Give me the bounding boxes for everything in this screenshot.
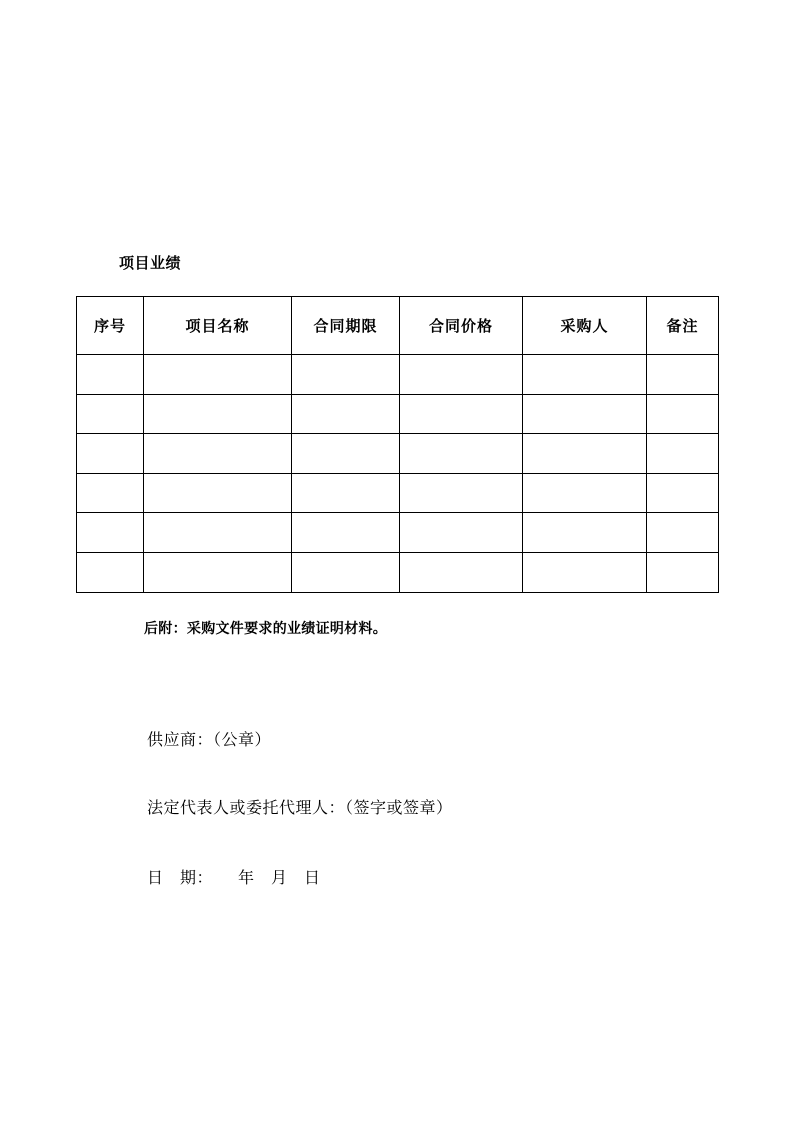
table-cell — [144, 355, 292, 395]
table-cell — [647, 394, 719, 434]
date-line: 日 期： 年 月 日 — [147, 870, 321, 887]
column-header-contract-price: 合同价格 — [400, 297, 523, 355]
table-cell — [647, 552, 719, 592]
column-header-serial-number: 序号 — [77, 297, 144, 355]
column-header-project-name: 项目名称 — [144, 297, 292, 355]
column-header-contract-period: 合同期限 — [292, 297, 400, 355]
table-cell — [144, 473, 292, 513]
table-row — [77, 473, 719, 513]
table-cell — [523, 552, 647, 592]
table-cell — [400, 434, 523, 474]
table-cell — [400, 513, 523, 553]
table-row — [77, 355, 719, 395]
table-cell — [400, 394, 523, 434]
attachment-note: 后附：采购文件要求的业绩证明材料。 — [144, 622, 388, 637]
table-cell — [77, 355, 144, 395]
table-cell — [144, 513, 292, 553]
table-cell — [292, 552, 400, 592]
table-cell — [77, 473, 144, 513]
table-cell — [292, 473, 400, 513]
table-cell — [647, 473, 719, 513]
column-header-purchaser: 采购人 — [523, 297, 647, 355]
table-header-row — [77, 297, 719, 355]
table-cell — [292, 513, 400, 553]
table-row — [77, 394, 719, 434]
table-cell — [77, 552, 144, 592]
legal-representative-line: 法定代表人或委托代理人：（签字或签章） — [147, 800, 453, 817]
table-cell — [647, 513, 719, 553]
table-row — [77, 552, 719, 592]
table-cell — [647, 355, 719, 395]
table-cell — [144, 434, 292, 474]
table-cell — [77, 513, 144, 553]
table-cell — [523, 355, 647, 395]
table-row — [77, 434, 719, 474]
table-cell — [400, 552, 523, 592]
table-cell — [144, 394, 292, 434]
page-title: 项目业绩 — [119, 256, 182, 272]
performance-table — [76, 296, 719, 593]
table-cell — [523, 513, 647, 553]
table-cell — [292, 394, 400, 434]
table-cell — [77, 394, 144, 434]
table-cell — [144, 552, 292, 592]
table-cell — [523, 394, 647, 434]
table-cell — [292, 355, 400, 395]
performance-table-body — [77, 355, 719, 593]
table-cell — [400, 355, 523, 395]
supplier-seal-line: 供应商：（公章） — [147, 732, 272, 749]
table-cell — [523, 434, 647, 474]
column-header-remarks: 备注 — [647, 297, 719, 355]
table-cell — [523, 473, 647, 513]
table-cell — [77, 434, 144, 474]
table-cell — [292, 434, 400, 474]
table-cell — [647, 434, 719, 474]
table-row — [77, 513, 719, 553]
table-cell — [400, 473, 523, 513]
